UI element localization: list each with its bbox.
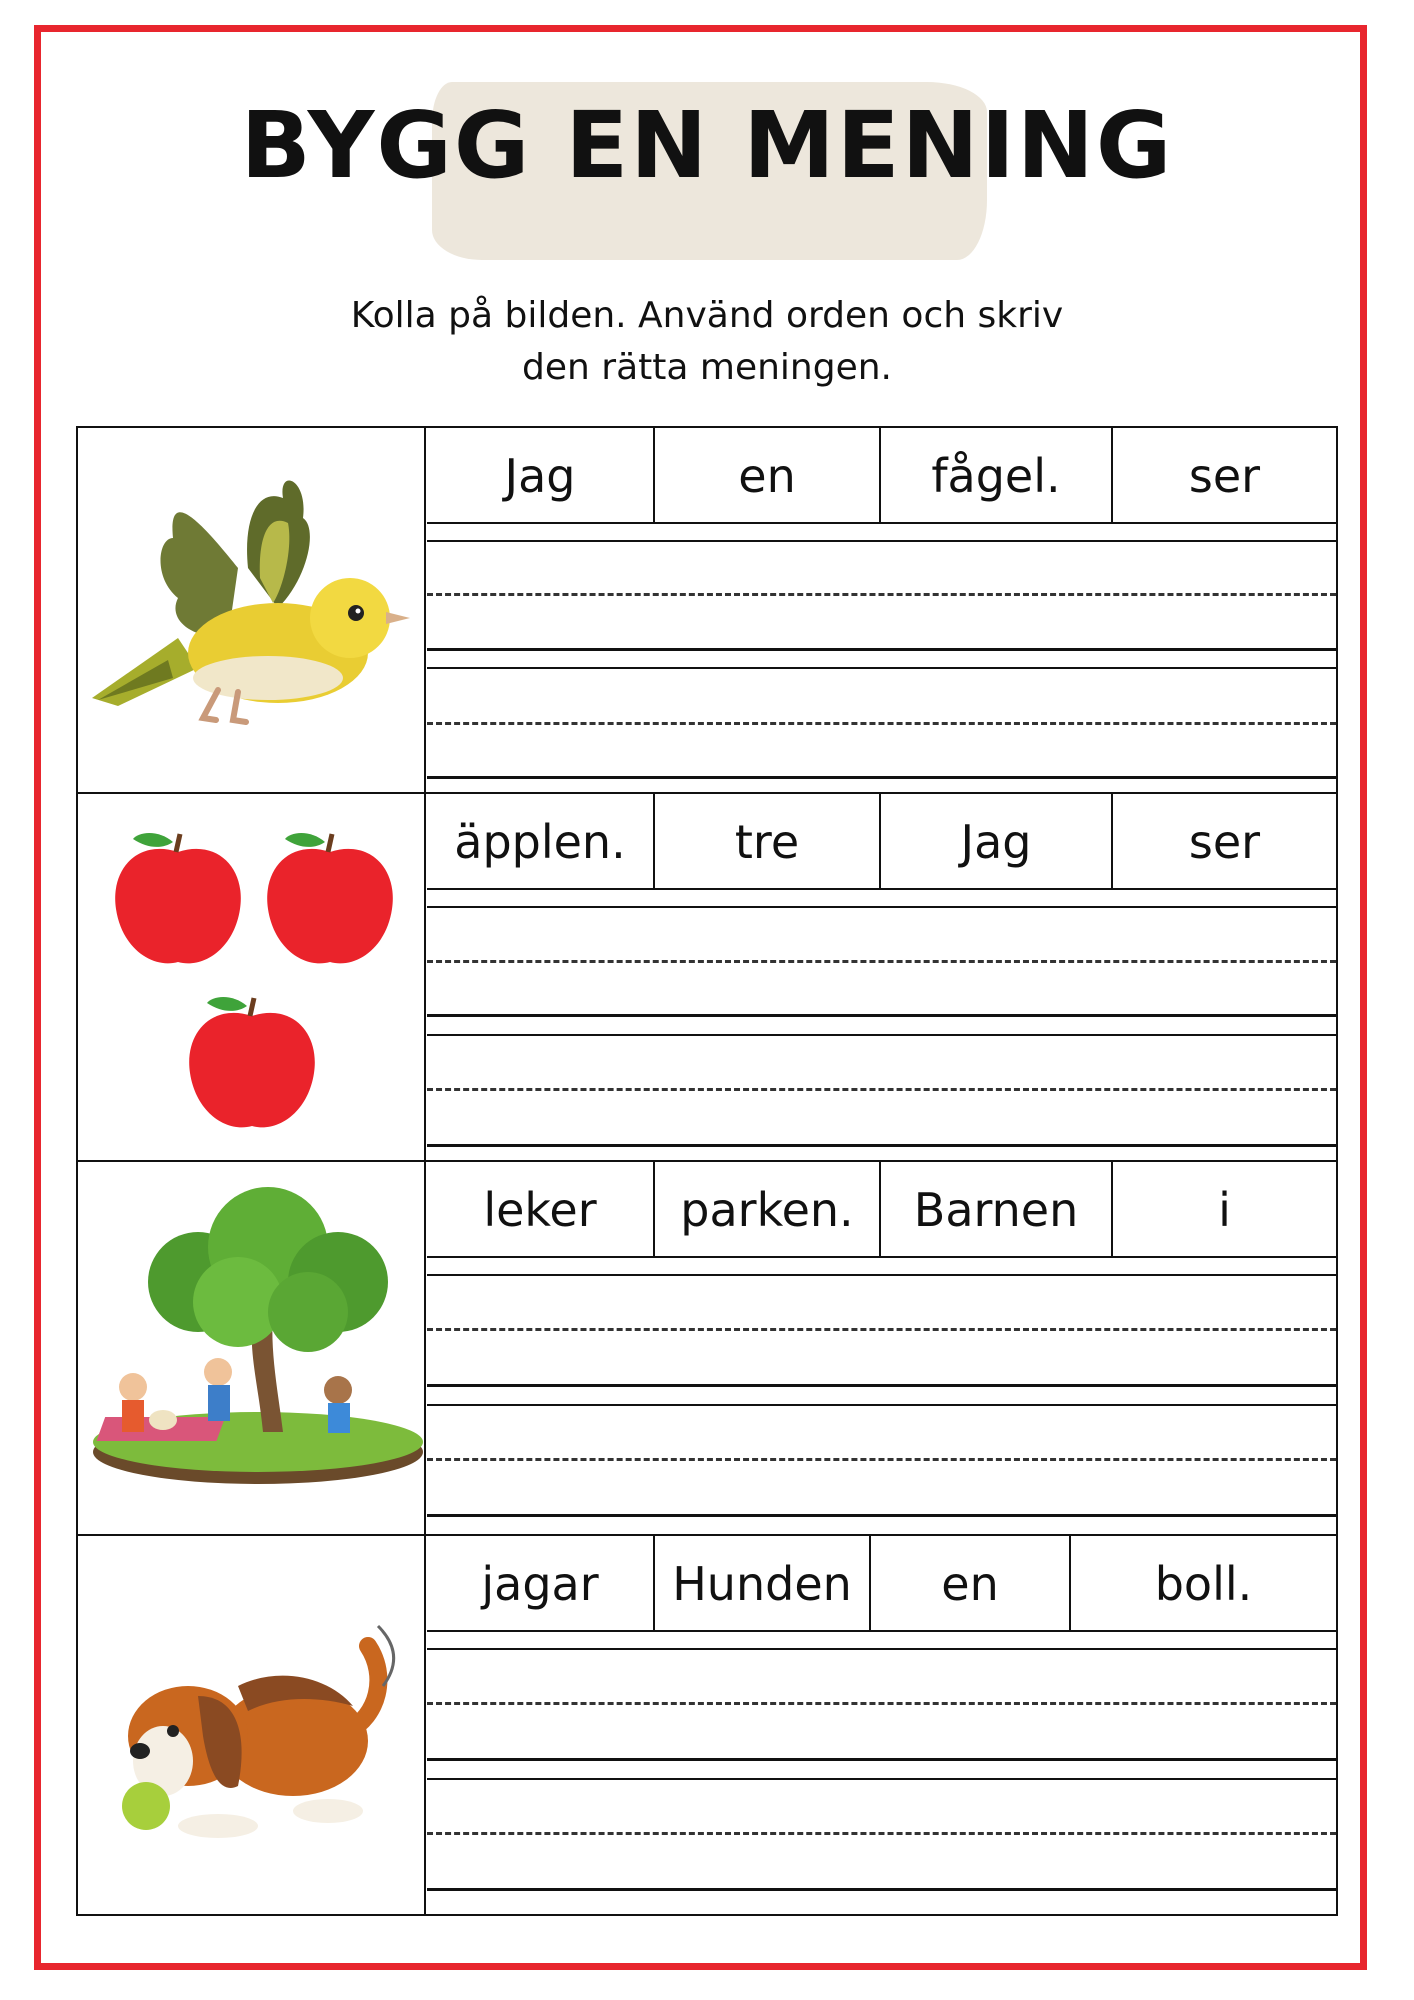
- word-tile[interactable]: Jag: [504, 449, 576, 503]
- word-bank: [427, 1162, 1336, 1258]
- writing-line-dashed[interactable]: [427, 1458, 1336, 1461]
- picture-cell: [78, 428, 426, 792]
- word-tile[interactable]: ser: [1111, 794, 1336, 890]
- page-title: BYGG EN MENING: [240, 92, 1174, 199]
- picture-cell: [78, 794, 426, 1160]
- word-tile[interactable]: äpplen.: [454, 815, 626, 869]
- writing-line-top: [427, 1404, 1336, 1406]
- writing-line-dashed[interactable]: [427, 1328, 1336, 1331]
- writing-line-base: [427, 1758, 1336, 1761]
- writing-line-base: [427, 1144, 1336, 1147]
- exercise-row-1: [78, 428, 1336, 792]
- word-tile[interactable]: fågel.: [879, 428, 1111, 524]
- writing-line-base: [427, 1514, 1336, 1517]
- writing-line-top: [427, 667, 1336, 669]
- exercise-row-4: [78, 1536, 1336, 1914]
- word-tile[interactable]: Jag: [879, 794, 1111, 890]
- word-bank: [427, 794, 1336, 890]
- writing-line-dashed[interactable]: [427, 722, 1336, 725]
- writing-line-top: [427, 1034, 1336, 1036]
- picture-cell: [78, 1162, 426, 1534]
- writing-line-top: [427, 1648, 1336, 1650]
- exercise-row-3: [78, 1162, 1336, 1534]
- writing-line-base: [427, 648, 1336, 651]
- word-tile[interactable]: leker: [483, 1183, 597, 1237]
- word-tile[interactable]: Hunden: [653, 1536, 869, 1632]
- exercise-row-2: [78, 794, 1336, 1160]
- instructions-line-1: Kolla på bilden. Använd orden och skriv: [350, 295, 1064, 336]
- worksheet-grid: [76, 426, 1338, 1916]
- word-bank: [427, 1536, 1336, 1632]
- word-tile[interactable]: tre: [653, 794, 879, 890]
- writing-line-dashed[interactable]: [427, 1832, 1336, 1835]
- word-bank: [427, 428, 1336, 524]
- writing-line-base: [427, 1888, 1336, 1891]
- writing-line-top: [427, 540, 1336, 542]
- word-tile[interactable]: en: [869, 1536, 1069, 1632]
- writing-line-base: [427, 776, 1336, 779]
- word-tile[interactable]: i: [1111, 1162, 1336, 1258]
- writing-line-dashed[interactable]: [427, 1702, 1336, 1705]
- picture-cell: [78, 1536, 426, 1914]
- apples-icon: [78, 794, 426, 1160]
- writing-line-base: [427, 1384, 1336, 1387]
- park-icon: [78, 1162, 426, 1534]
- writing-line-top: [427, 906, 1336, 908]
- writing-line-dashed[interactable]: [427, 593, 1336, 596]
- dog-icon: [78, 1536, 426, 1914]
- word-tile[interactable]: ser: [1111, 428, 1336, 524]
- bird-icon: [78, 428, 426, 792]
- word-tile[interactable]: boll.: [1069, 1536, 1336, 1632]
- writing-line-top: [427, 1274, 1336, 1276]
- instructions-line-2: den rätta meningen.: [522, 347, 892, 388]
- word-tile[interactable]: Barnen: [879, 1162, 1111, 1258]
- writing-line-dashed[interactable]: [427, 1088, 1336, 1091]
- word-tile[interactable]: en: [653, 428, 879, 524]
- word-tile[interactable]: parken.: [653, 1162, 879, 1258]
- instructions: [0, 290, 1414, 394]
- writing-line-dashed[interactable]: [427, 960, 1336, 963]
- writing-line-base: [427, 1014, 1336, 1017]
- word-tile[interactable]: jagar: [481, 1557, 599, 1611]
- writing-line-top: [427, 1778, 1336, 1780]
